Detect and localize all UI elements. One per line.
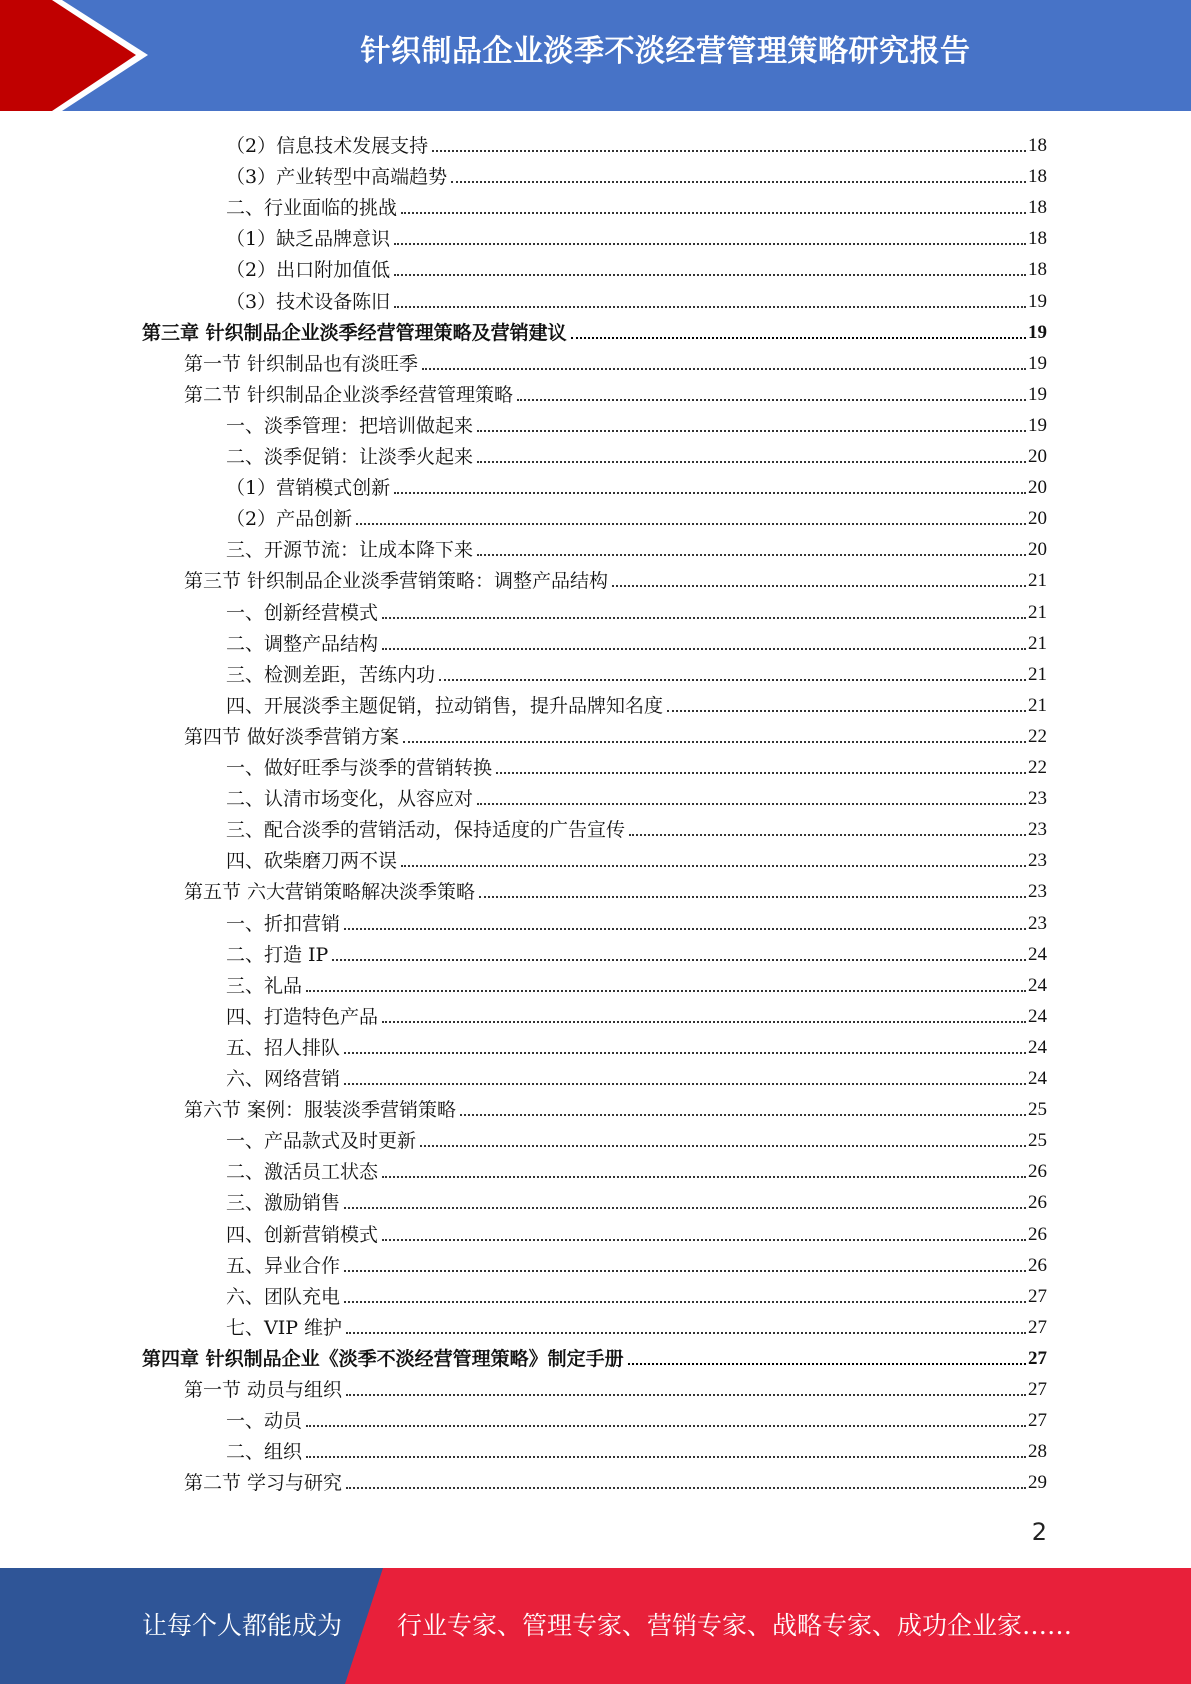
toc-entry[interactable] bbox=[226, 1153, 1047, 1184]
toc-dot-leader bbox=[401, 212, 1026, 214]
toc-entry-label: 第三节 针织制品企业淡季营销策略：调整产品结构 bbox=[184, 570, 609, 593]
toc-entry-page: 24 bbox=[1028, 1005, 1047, 1027]
toc-entry[interactable] bbox=[184, 345, 1047, 376]
toc-dot-leader bbox=[394, 243, 1026, 245]
toc-dot-leader bbox=[394, 274, 1026, 276]
toc-dot-leader bbox=[394, 492, 1026, 494]
toc-dot-leader bbox=[356, 523, 1026, 525]
toc-entry[interactable] bbox=[226, 158, 1047, 189]
toc-entry-page: 21 bbox=[1028, 601, 1047, 623]
toc-entry-label: 五、异业合作 bbox=[226, 1254, 341, 1277]
toc-entry-label: 二、打造 IP bbox=[226, 943, 329, 966]
toc-entry-label: 三、检测差距，苦练内功 bbox=[226, 663, 436, 686]
toc-entry-label: 第三章 针织制品企业淡季经营管理策略及营销建议 bbox=[142, 321, 567, 344]
toc-dot-leader bbox=[422, 368, 1026, 370]
toc-entry-label: 二、行业面临的挑战 bbox=[226, 197, 398, 220]
toc-dot-leader bbox=[629, 834, 1026, 836]
toc-entry-label: 三、开源节流：让成本降下来 bbox=[226, 539, 474, 562]
toc-dot-leader bbox=[344, 1052, 1026, 1054]
toc-dot-leader bbox=[344, 928, 1026, 930]
toc-dot-leader bbox=[628, 1363, 1026, 1365]
toc-dot-leader bbox=[306, 990, 1026, 992]
report-title: 针织制品企业淡季不淡经营管理策略研究报告 bbox=[360, 34, 971, 69]
toc-dot-leader bbox=[432, 150, 1026, 152]
toc-entry-page: 27 bbox=[1028, 1379, 1047, 1400]
toc-dot-leader bbox=[306, 1456, 1026, 1458]
chevron-arrow-icon bbox=[0, 0, 160, 111]
toc-dot-leader bbox=[382, 1176, 1026, 1178]
toc-entry-page: 19 bbox=[1028, 321, 1047, 343]
toc-entry-page: 21 bbox=[1028, 694, 1047, 716]
toc-entry-label: 一、产品款式及时更新 bbox=[226, 1130, 417, 1153]
toc-entry-page: 22 bbox=[1028, 725, 1047, 747]
toc-dot-leader bbox=[382, 617, 1026, 619]
toc-entry-page: 26 bbox=[1028, 1192, 1047, 1214]
toc-entry-label: （1）营销模式创新 bbox=[226, 477, 391, 500]
toc-entry-label: 第四章 针织制品企业《淡季不淡经营管理策略》制定手册 bbox=[142, 1347, 624, 1370]
toc-entry[interactable] bbox=[226, 1402, 1047, 1433]
toc-dot-leader bbox=[477, 803, 1026, 805]
toc-entry[interactable] bbox=[226, 1309, 1047, 1340]
toc-entry-label: 一、折扣营销 bbox=[226, 912, 341, 935]
toc-entry-page: 22 bbox=[1028, 757, 1047, 778]
toc-entry-label: 一、淡季管理：把培训做起来 bbox=[226, 414, 474, 437]
toc-entry[interactable] bbox=[226, 283, 1047, 314]
toc-entry-label: 一、做好旺季与淡季的营销转换 bbox=[226, 757, 493, 779]
toc-dot-leader bbox=[401, 865, 1026, 867]
toc-entry[interactable] bbox=[184, 562, 1047, 593]
toc-entry-label: 第一节 动员与组织 bbox=[184, 1379, 343, 1401]
toc-entry-page: 18 bbox=[1028, 166, 1047, 188]
toc-entry-page: 18 bbox=[1028, 135, 1047, 156]
toc-entry-label: 第五节 六大营销策略解决淡季策略 bbox=[184, 881, 476, 904]
toc-entry[interactable] bbox=[226, 936, 1047, 967]
toc-entry[interactable] bbox=[184, 718, 1047, 749]
toc-entry-label: 四、打造特色产品 bbox=[226, 1005, 379, 1028]
toc-entry[interactable] bbox=[226, 220, 1047, 251]
toc-entry-page: 19 bbox=[1028, 290, 1047, 312]
toc-entry-page: 27 bbox=[1028, 1347, 1047, 1369]
toc-entry-page: 19 bbox=[1028, 383, 1047, 405]
toc-entry[interactable] bbox=[184, 1464, 1047, 1495]
toc-entry-label: （3）产业转型中高端趋势 bbox=[226, 166, 448, 189]
toc-entry-label: 二、激活员工状态 bbox=[226, 1161, 379, 1184]
toc-entry-label: 第二节 针织制品企业淡季经营管理策略 bbox=[184, 383, 514, 406]
toc-entry-page: 21 bbox=[1028, 570, 1047, 592]
toc-entry-label: 第一节 针织制品也有淡旺季 bbox=[184, 352, 419, 375]
toc-entry[interactable] bbox=[226, 1247, 1047, 1278]
toc-entry-page: 18 bbox=[1028, 228, 1047, 250]
toc-entry-page: 24 bbox=[1028, 1036, 1047, 1058]
toc-entry[interactable] bbox=[226, 531, 1047, 562]
toc-entry-page: 26 bbox=[1028, 1161, 1047, 1183]
toc-dot-leader bbox=[451, 181, 1026, 183]
toc-entry-label: 六、团队充电 bbox=[226, 1285, 341, 1308]
toc-entry-page: 20 bbox=[1028, 477, 1047, 499]
toc-entry-page: 19 bbox=[1028, 414, 1047, 436]
toc-entry-label: 五、招人排队 bbox=[226, 1036, 341, 1059]
toc-entry-label: （3）技术设备陈旧 bbox=[226, 290, 391, 313]
toc-entry-label: 七、VIP 维护 bbox=[226, 1316, 343, 1339]
toc-dot-leader bbox=[382, 1021, 1026, 1023]
toc-entry[interactable] bbox=[226, 905, 1047, 936]
toc-dot-leader bbox=[344, 1270, 1026, 1272]
toc-entry-page: 25 bbox=[1028, 1099, 1047, 1121]
toc-entry-page: 23 bbox=[1028, 912, 1047, 934]
toc-entry[interactable] bbox=[226, 438, 1047, 469]
toc-entry-label: 一、动员 bbox=[226, 1410, 303, 1433]
toc-entry-label: 四、开展淡季主题促销，拉动销售，提升品牌知名度 bbox=[226, 694, 664, 717]
page-header bbox=[0, 0, 1191, 111]
toc-entry-page: 27 bbox=[1028, 1316, 1047, 1338]
toc-dot-leader bbox=[420, 1145, 1026, 1147]
toc-entry[interactable] bbox=[226, 842, 1047, 873]
toc-entry-label: 第六节 案例：服装淡季营销策略 bbox=[184, 1099, 457, 1122]
toc-entry[interactable] bbox=[142, 1340, 1047, 1371]
toc-entry[interactable] bbox=[226, 1216, 1047, 1247]
toc-entry[interactable] bbox=[226, 811, 1047, 842]
toc-entry[interactable] bbox=[226, 1184, 1047, 1215]
toc-entry-page: 18 bbox=[1028, 259, 1047, 281]
toc-entry-page: 24 bbox=[1028, 943, 1047, 965]
toc-entry[interactable] bbox=[226, 1122, 1047, 1153]
toc-entry-page: 19 bbox=[1028, 352, 1047, 374]
toc-entry-page: 25 bbox=[1028, 1130, 1047, 1152]
toc-entry-page: 27 bbox=[1028, 1285, 1047, 1307]
toc-entry-label: 第四节 做好淡季营销方案 bbox=[184, 725, 400, 748]
toc-dot-leader bbox=[496, 772, 1026, 774]
toc-entry[interactable] bbox=[226, 656, 1047, 687]
toc-entry-label: 三、礼品 bbox=[226, 974, 303, 997]
toc-entry-page: 26 bbox=[1028, 1254, 1047, 1276]
toc-entry-label: （1）缺乏品牌意识 bbox=[226, 228, 391, 251]
toc-dot-leader bbox=[477, 554, 1026, 556]
toc-dot-leader bbox=[344, 1207, 1026, 1209]
toc-dot-leader bbox=[403, 741, 1026, 743]
toc-dot-leader bbox=[667, 710, 1026, 712]
toc-entry-label: 一、创新经营模式 bbox=[226, 601, 379, 624]
toc-entry-page: 27 bbox=[1028, 1410, 1047, 1432]
toc-entry[interactable] bbox=[226, 1029, 1047, 1060]
toc-entry-label: 六、网络营销 bbox=[226, 1068, 341, 1090]
page-number: 2 bbox=[1031, 1518, 1047, 1546]
toc-entry-label: 四、创新营销模式 bbox=[226, 1223, 379, 1246]
toc-entry-page: 18 bbox=[1028, 197, 1047, 219]
toc-dot-leader bbox=[571, 337, 1026, 339]
toc-dot-leader bbox=[332, 959, 1026, 961]
toc-dot-leader bbox=[479, 896, 1026, 898]
toc-entry[interactable] bbox=[226, 594, 1047, 625]
toc-dot-leader bbox=[344, 1301, 1026, 1303]
toc-entry[interactable] bbox=[226, 1060, 1047, 1091]
toc-entry[interactable] bbox=[142, 314, 1047, 345]
toc-entry[interactable] bbox=[226, 967, 1047, 998]
toc-dot-leader bbox=[306, 1425, 1026, 1427]
toc-entry-label: 二、淡季促销：让淡季火起来 bbox=[226, 446, 474, 468]
toc-entry[interactable] bbox=[226, 407, 1047, 438]
toc-dot-leader bbox=[346, 1394, 1026, 1396]
toc-entry-label: 第二节 学习与研究 bbox=[184, 1472, 343, 1495]
toc-entry-page: 20 bbox=[1028, 508, 1047, 530]
toc-entry-page: 21 bbox=[1028, 663, 1047, 685]
toc-dot-leader bbox=[394, 306, 1026, 308]
toc-entry[interactable] bbox=[226, 189, 1047, 220]
toc-entry-page: 23 bbox=[1028, 850, 1047, 872]
toc-entry-label: 三、配合淡季的营销活动，保持适度的广告宣传 bbox=[226, 819, 626, 842]
toc-dot-leader bbox=[439, 679, 1026, 681]
toc-entry[interactable] bbox=[226, 749, 1047, 780]
toc-entry[interactable] bbox=[184, 873, 1047, 904]
toc-entry-page: 24 bbox=[1028, 974, 1047, 996]
toc-entry-label: （2）出口附加值低 bbox=[226, 259, 391, 282]
toc-dot-leader bbox=[477, 461, 1026, 463]
toc-entry-page: 24 bbox=[1028, 1068, 1047, 1089]
toc-dot-leader bbox=[382, 648, 1026, 650]
toc-entry-label: 四、砍柴磨刀两不误 bbox=[226, 850, 398, 873]
toc-entry-page: 23 bbox=[1028, 788, 1047, 810]
toc-entry-label: 二、调整产品结构 bbox=[226, 632, 379, 655]
toc-entry[interactable] bbox=[226, 625, 1047, 656]
toc-entry[interactable] bbox=[226, 469, 1047, 500]
toc-entry-page: 23 bbox=[1028, 819, 1047, 841]
toc-entry-page: 20 bbox=[1028, 446, 1047, 467]
toc-dot-leader bbox=[382, 1239, 1026, 1241]
toc-entry-page: 28 bbox=[1028, 1441, 1047, 1463]
toc-entry[interactable] bbox=[226, 127, 1047, 158]
toc-entry[interactable] bbox=[226, 998, 1047, 1029]
toc-dot-leader bbox=[346, 1487, 1026, 1489]
toc-entry[interactable] bbox=[226, 780, 1047, 811]
toc-entry[interactable] bbox=[184, 1091, 1047, 1122]
toc-entry-page: 29 bbox=[1028, 1472, 1047, 1494]
page-footer bbox=[0, 1568, 1191, 1684]
toc-entry-page: 21 bbox=[1028, 632, 1047, 654]
toc-entry[interactable] bbox=[226, 687, 1047, 718]
toc-entry-label: 二、认清市场变化，从容应对 bbox=[226, 788, 474, 811]
toc-entry-label: 二、组织 bbox=[226, 1441, 303, 1464]
toc-entry[interactable] bbox=[226, 1278, 1047, 1309]
toc-entry[interactable] bbox=[184, 1371, 1047, 1402]
toc-entry[interactable] bbox=[184, 376, 1047, 407]
toc-dot-leader bbox=[344, 1083, 1026, 1085]
toc-entry-label: （2）信息技术发展支持 bbox=[226, 135, 429, 157]
toc-entry[interactable] bbox=[226, 251, 1047, 282]
footer-slogan-left: 让每个人都能成为 bbox=[142, 1611, 343, 1640]
toc-entry-label: 三、激励销售 bbox=[226, 1192, 341, 1215]
toc-entry[interactable] bbox=[226, 1433, 1047, 1464]
toc-entry-page: 26 bbox=[1028, 1223, 1047, 1245]
toc-entry-page: 23 bbox=[1028, 881, 1047, 903]
footer-slogan-right: 行业专家、管理专家、营销专家、战略专家、成功企业家…… bbox=[397, 1611, 1073, 1640]
toc-dot-leader bbox=[460, 1114, 1026, 1116]
toc-dot-leader bbox=[477, 430, 1026, 432]
toc-dot-leader bbox=[612, 585, 1026, 587]
toc-entry-label: （2）产品创新 bbox=[226, 508, 353, 531]
toc-entry[interactable] bbox=[226, 500, 1047, 531]
toc-dot-leader bbox=[346, 1332, 1026, 1334]
toc-entry-page: 20 bbox=[1028, 539, 1047, 561]
toc-dot-leader bbox=[517, 399, 1026, 401]
